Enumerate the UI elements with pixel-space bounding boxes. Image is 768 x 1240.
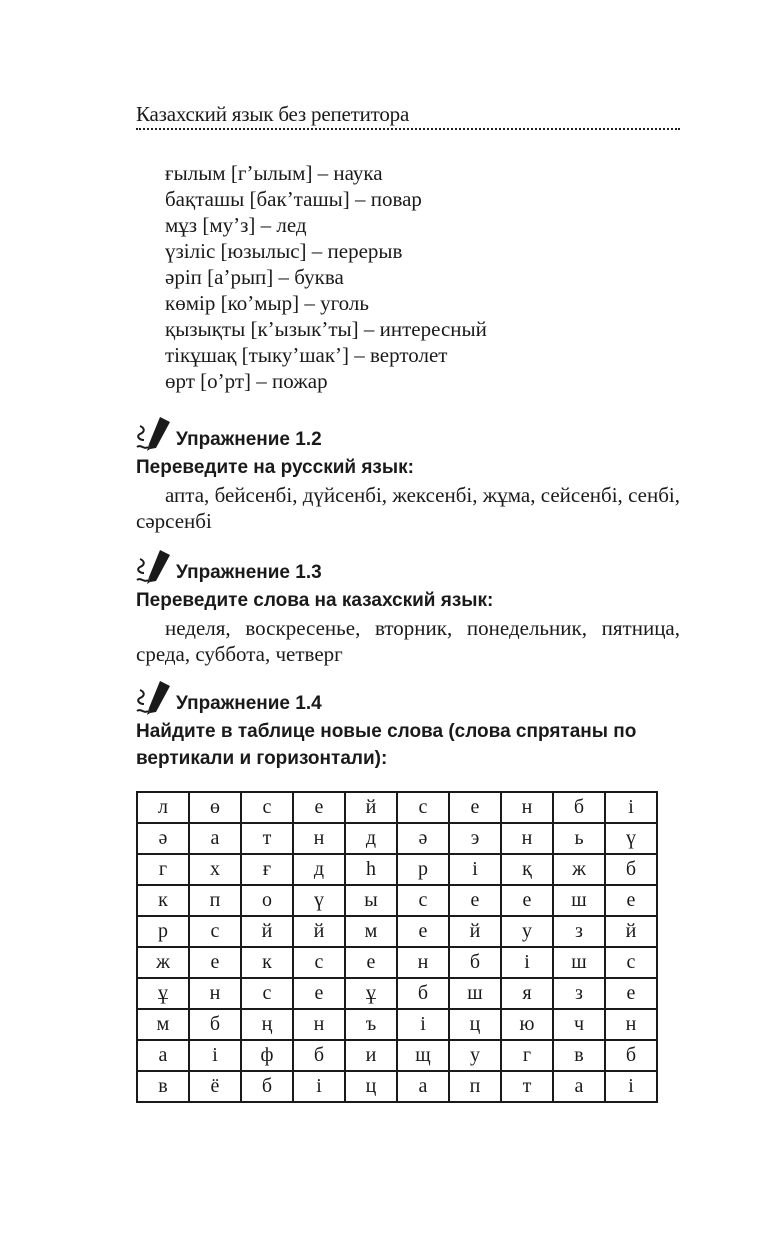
- grid-cell: б: [449, 947, 501, 978]
- grid-cell: а: [397, 1071, 449, 1102]
- grid-cell: ш: [553, 947, 605, 978]
- word-search-grid: [136, 791, 658, 1103]
- grid-row: [137, 1009, 657, 1040]
- grid-cell: е: [605, 978, 657, 1009]
- grid-row: [137, 947, 657, 978]
- grid-cell: е: [293, 978, 345, 1009]
- vocab-item: тікұшақ [тыку’шак’] – вертолет: [165, 343, 448, 367]
- grid-cell: н: [501, 792, 553, 823]
- exercise-body: апта, бейсенбі, дүйсенбі, жексенбі, жұма, сейсенбі, сенбі, сәрсенбі: [136, 483, 680, 533]
- grid-cell: ш: [449, 978, 501, 1009]
- grid-cell: ұ: [137, 978, 189, 1009]
- grid-cell: і: [605, 792, 657, 823]
- exercise-1-3: [136, 547, 680, 667]
- grid-cell: н: [501, 823, 553, 854]
- grid-row: [137, 823, 657, 854]
- grid-cell: п: [189, 885, 241, 916]
- grid-cell: с: [397, 792, 449, 823]
- grid-cell: ё: [189, 1071, 241, 1102]
- grid-cell: ү: [605, 823, 657, 854]
- grid-cell: қ: [501, 854, 553, 885]
- grid-cell: е: [189, 947, 241, 978]
- grid-cell: е: [293, 792, 345, 823]
- grid-cell: с: [293, 947, 345, 978]
- grid-cell: х: [189, 854, 241, 885]
- grid-cell: с: [241, 792, 293, 823]
- exercise-1-4: [136, 678, 680, 772]
- pen-writing-icon: [136, 414, 176, 454]
- grid-cell: ы: [345, 885, 397, 916]
- grid-cell: е: [345, 947, 397, 978]
- grid-cell: б: [189, 1009, 241, 1040]
- grid-cell: е: [501, 885, 553, 916]
- grid-cell: д: [293, 854, 345, 885]
- grid-cell: і: [189, 1040, 241, 1071]
- grid-row: [137, 854, 657, 885]
- grid-cell: ч: [553, 1009, 605, 1040]
- grid-cell: в: [137, 1071, 189, 1102]
- grid-cell: й: [293, 916, 345, 947]
- grid-cell: ә: [397, 823, 449, 854]
- grid-cell: а: [189, 823, 241, 854]
- grid-cell: л: [137, 792, 189, 823]
- grid-cell: з: [553, 978, 605, 1009]
- exercise-title: Упражнение 1.4: [176, 693, 322, 714]
- grid-cell: й: [605, 916, 657, 947]
- vocabulary-list: [165, 160, 487, 394]
- grid-row: [137, 1040, 657, 1071]
- grid-cell: ә: [137, 823, 189, 854]
- grid-cell: и: [345, 1040, 397, 1071]
- grid-cell: о: [241, 885, 293, 916]
- grid-cell: н: [293, 823, 345, 854]
- vocab-item: әріп [а’рып] – буква: [165, 265, 344, 289]
- exercise-task: Переведите на русский язык:: [136, 457, 414, 478]
- exercise-1-2: [136, 414, 680, 534]
- grid-cell: к: [241, 947, 293, 978]
- grid-cell: і: [293, 1071, 345, 1102]
- grid-cell: щ: [397, 1040, 449, 1071]
- grid-cell: е: [449, 792, 501, 823]
- grid-cell: ц: [449, 1009, 501, 1040]
- grid-cell: б: [605, 1040, 657, 1071]
- grid-cell: й: [345, 792, 397, 823]
- vocab-item: қызықты [к’ызык’ты] – интересный: [165, 317, 487, 341]
- grid-cell: а: [553, 1071, 605, 1102]
- grid-cell: ж: [553, 854, 605, 885]
- grid-cell: е: [397, 916, 449, 947]
- grid-cell: у: [501, 916, 553, 947]
- grid-cell: е: [605, 885, 657, 916]
- grid-cell: ь: [553, 823, 605, 854]
- grid-cell: й: [449, 916, 501, 947]
- grid-cell: п: [449, 1071, 501, 1102]
- vocab-item: көмір [ко’мыр] – уголь: [165, 291, 369, 315]
- grid-cell: і: [397, 1009, 449, 1040]
- grid-cell: с: [241, 978, 293, 1009]
- grid-cell: ғ: [241, 854, 293, 885]
- grid-row: [137, 792, 657, 823]
- grid-cell: г: [501, 1040, 553, 1071]
- grid-cell: р: [137, 916, 189, 947]
- grid-cell: і: [605, 1071, 657, 1102]
- grid-cell: ф: [241, 1040, 293, 1071]
- grid-cell: г: [137, 854, 189, 885]
- grid-cell: н: [293, 1009, 345, 1040]
- grid-cell: з: [553, 916, 605, 947]
- grid-cell: с: [397, 885, 449, 916]
- grid-cell: б: [293, 1040, 345, 1071]
- grid-cell: б: [553, 792, 605, 823]
- vocab-item: өрт [о’рт] – пожар: [165, 369, 328, 393]
- header-dotted-rule: [136, 128, 680, 130]
- grid-cell: с: [605, 947, 657, 978]
- grid-cell: м: [345, 916, 397, 947]
- exercise-task: Переведите слова на казахский язык:: [136, 590, 494, 611]
- grid-cell: н: [397, 947, 449, 978]
- grid-cell: ж: [137, 947, 189, 978]
- grid-cell: у: [449, 1040, 501, 1071]
- grid-cell: я: [501, 978, 553, 1009]
- grid-cell: с: [189, 916, 241, 947]
- grid-cell: а: [137, 1040, 189, 1071]
- vocab-item: бақташы [бак’ташы] – повар: [165, 187, 422, 211]
- grid-cell: м: [137, 1009, 189, 1040]
- grid-cell: э: [449, 823, 501, 854]
- grid-row: [137, 978, 657, 1009]
- grid-row: [137, 916, 657, 947]
- grid-cell: ш: [553, 885, 605, 916]
- grid-cell: е: [449, 885, 501, 916]
- grid-cell: н: [605, 1009, 657, 1040]
- exercise-title: Упражнение 1.2: [176, 429, 322, 450]
- grid-cell: һ: [345, 854, 397, 885]
- vocab-item: ғылым [г’ылым] – наука: [165, 161, 383, 185]
- exercise-body: неделя, воскресенье, вторник, понедельник, пятница, среда, суббота, четверг: [136, 616, 680, 666]
- exercise-title: Упражнение 1.3: [176, 562, 322, 583]
- vocab-item: үзіліс [юзылыс] – перерыв: [165, 239, 403, 263]
- grid-cell: т: [501, 1071, 553, 1102]
- grid-cell: р: [397, 854, 449, 885]
- vocab-item: мұз [му’з] – лед: [165, 213, 307, 237]
- grid-cell: ұ: [345, 978, 397, 1009]
- grid-cell: і: [501, 947, 553, 978]
- grid-cell: д: [345, 823, 397, 854]
- exercise-task: Найдите в таблице новые слова (слова спрятаны по вертикали и горизонтали):: [136, 721, 637, 769]
- grid-cell: н: [189, 978, 241, 1009]
- running-title: Казахский язык без репетитора: [136, 102, 410, 126]
- grid-row: [137, 885, 657, 916]
- grid-cell: ү: [293, 885, 345, 916]
- grid-cell: б: [605, 854, 657, 885]
- pen-writing-icon: [136, 678, 176, 718]
- grid-cell: к: [137, 885, 189, 916]
- grid-cell: б: [397, 978, 449, 1009]
- grid-cell: ъ: [345, 1009, 397, 1040]
- grid-cell: ц: [345, 1071, 397, 1102]
- grid-cell: й: [241, 916, 293, 947]
- grid-cell: ю: [501, 1009, 553, 1040]
- grid-cell: т: [241, 823, 293, 854]
- grid-cell: б: [241, 1071, 293, 1102]
- grid-cell: в: [553, 1040, 605, 1071]
- grid-row: [137, 1071, 657, 1102]
- grid-cell: ө: [189, 792, 241, 823]
- pen-writing-icon: [136, 547, 176, 587]
- grid-cell: ң: [241, 1009, 293, 1040]
- grid-cell: і: [449, 854, 501, 885]
